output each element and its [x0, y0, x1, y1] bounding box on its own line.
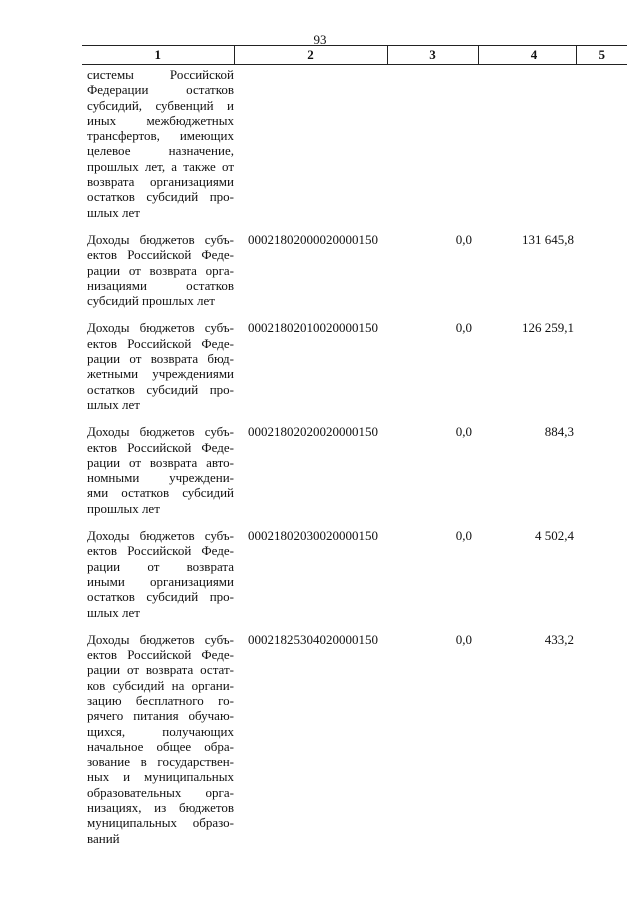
budget-table	[82, 45, 627, 858]
row-col4-value	[478, 65, 576, 232]
description-line: рации от возврата	[87, 558, 234, 574]
table-row	[82, 424, 627, 528]
description-line: зацию бесплатного го-	[87, 692, 234, 708]
row-description	[82, 65, 234, 232]
row-description	[82, 632, 234, 858]
description-line: ваний	[87, 830, 120, 846]
row-col5-value	[576, 424, 627, 528]
description-line: ектов Российской Феде-	[87, 247, 234, 263]
description-line: иных межбюджетных	[87, 112, 234, 128]
row-col3-value: 0,0	[455, 320, 472, 336]
description-line: трансфертов, имеющих	[87, 128, 234, 144]
column-header: 2	[234, 46, 387, 65]
table-row	[82, 632, 627, 858]
row-code: 00021802030020000150	[248, 528, 378, 544]
column-header: 3	[387, 46, 478, 65]
table-row	[82, 65, 627, 232]
description-line: ектов Российской Феде-	[87, 543, 234, 559]
row-description	[82, 528, 234, 632]
description-line: шлых лет	[87, 204, 140, 220]
description-line: рации от возврата орга-	[87, 262, 234, 278]
description-line: Федерации остатков	[87, 82, 234, 98]
description-line: рации от возврата бюд-	[87, 351, 234, 367]
description-line: Доходы бюджетов субъ-	[87, 231, 234, 247]
row-col3-value	[387, 65, 478, 232]
description-line: ков субсидий на органи-	[87, 677, 234, 693]
table-body	[82, 65, 627, 858]
description-line: ных и муниципальных	[87, 769, 234, 785]
row-col4-value: 131 645,8	[522, 231, 574, 247]
row-col5-value	[576, 528, 627, 632]
description-line: прошлых лет, а также от	[87, 158, 234, 174]
row-col3-value: 0,0	[455, 528, 472, 544]
description-line: щихся, получающих	[87, 723, 234, 739]
description-line: Доходы бюджетов субъ-	[87, 320, 234, 336]
description-line: системы Российской	[87, 67, 234, 82]
description-line: субсидий прошлых лет	[87, 293, 215, 309]
description-line: Доходы бюджетов субъ-	[87, 631, 234, 647]
row-code: 00021825304020000150	[248, 631, 378, 647]
row-col5-value	[576, 232, 627, 320]
description-line: шлых лет	[87, 604, 140, 620]
row-col4-value: 433,2	[544, 631, 574, 647]
description-line: возврата организациями	[87, 174, 234, 190]
row-description	[82, 424, 234, 528]
description-line: низациями остатков	[87, 277, 234, 293]
row-col4-value: 4 502,4	[535, 528, 574, 544]
row-code: 00021802010020000150	[248, 320, 378, 336]
description-line: ектов Российской Феде-	[87, 647, 234, 663]
description-line: остатков субсидий про-	[87, 381, 234, 397]
table-header	[82, 46, 627, 65]
column-header: 5	[576, 46, 627, 65]
description-line: низациях, из бюджетов	[87, 800, 234, 816]
row-col5-value	[576, 320, 627, 424]
description-line: иными организациями	[87, 573, 234, 589]
row-col3-value: 0,0	[455, 231, 472, 247]
table-row	[82, 232, 627, 320]
row-col4-value: 884,3	[544, 424, 574, 440]
description-line: рации от возврата остат-	[87, 662, 234, 678]
table-row	[82, 528, 627, 632]
description-line: Доходы бюджетов субъ-	[87, 424, 234, 440]
row-code: 00021802000020000150	[248, 231, 378, 247]
row-col3-value: 0,0	[455, 424, 472, 440]
description-line: начальное общее обра-	[87, 738, 234, 754]
description-line: Доходы бюджетов субъ-	[87, 528, 234, 544]
description-line: образовательных орга-	[87, 784, 234, 800]
row-col5-value	[576, 632, 627, 858]
row-col3-value: 0,0	[455, 631, 472, 647]
description-line: остатков субсидий про-	[87, 189, 234, 205]
description-line: шлых лет	[87, 396, 140, 412]
description-line: ектов Российской Феде-	[87, 439, 234, 455]
description-line: жетными учреждениями	[87, 366, 234, 382]
table-row	[82, 320, 627, 424]
row-description	[82, 320, 234, 424]
row-col5-value	[576, 65, 627, 232]
column-header: 4	[478, 46, 576, 65]
row-code: 00021802020020000150	[248, 424, 378, 440]
column-header: 1	[82, 46, 234, 65]
row-code	[234, 65, 387, 232]
description-line: остатков субсидий про-	[87, 589, 234, 605]
description-line: зование в государствен-	[87, 754, 234, 770]
description-line: ями остатков субсидий	[87, 485, 234, 501]
description-line: ектов Российской Феде-	[87, 335, 234, 351]
row-description	[82, 232, 234, 320]
description-line: прошлых лет	[87, 500, 160, 516]
description-line: муниципальных образо-	[87, 815, 234, 831]
description-line: целевое назначение,	[87, 143, 234, 159]
description-line: рации от возврата авто-	[87, 454, 234, 470]
description-line: рячего питания обучаю-	[87, 708, 234, 724]
description-line: номными учреждени-	[87, 470, 234, 486]
page-number: 93	[313, 32, 327, 47]
description-line: субсидий, субвенций и	[87, 97, 234, 113]
row-col4-value: 126 259,1	[522, 320, 574, 336]
